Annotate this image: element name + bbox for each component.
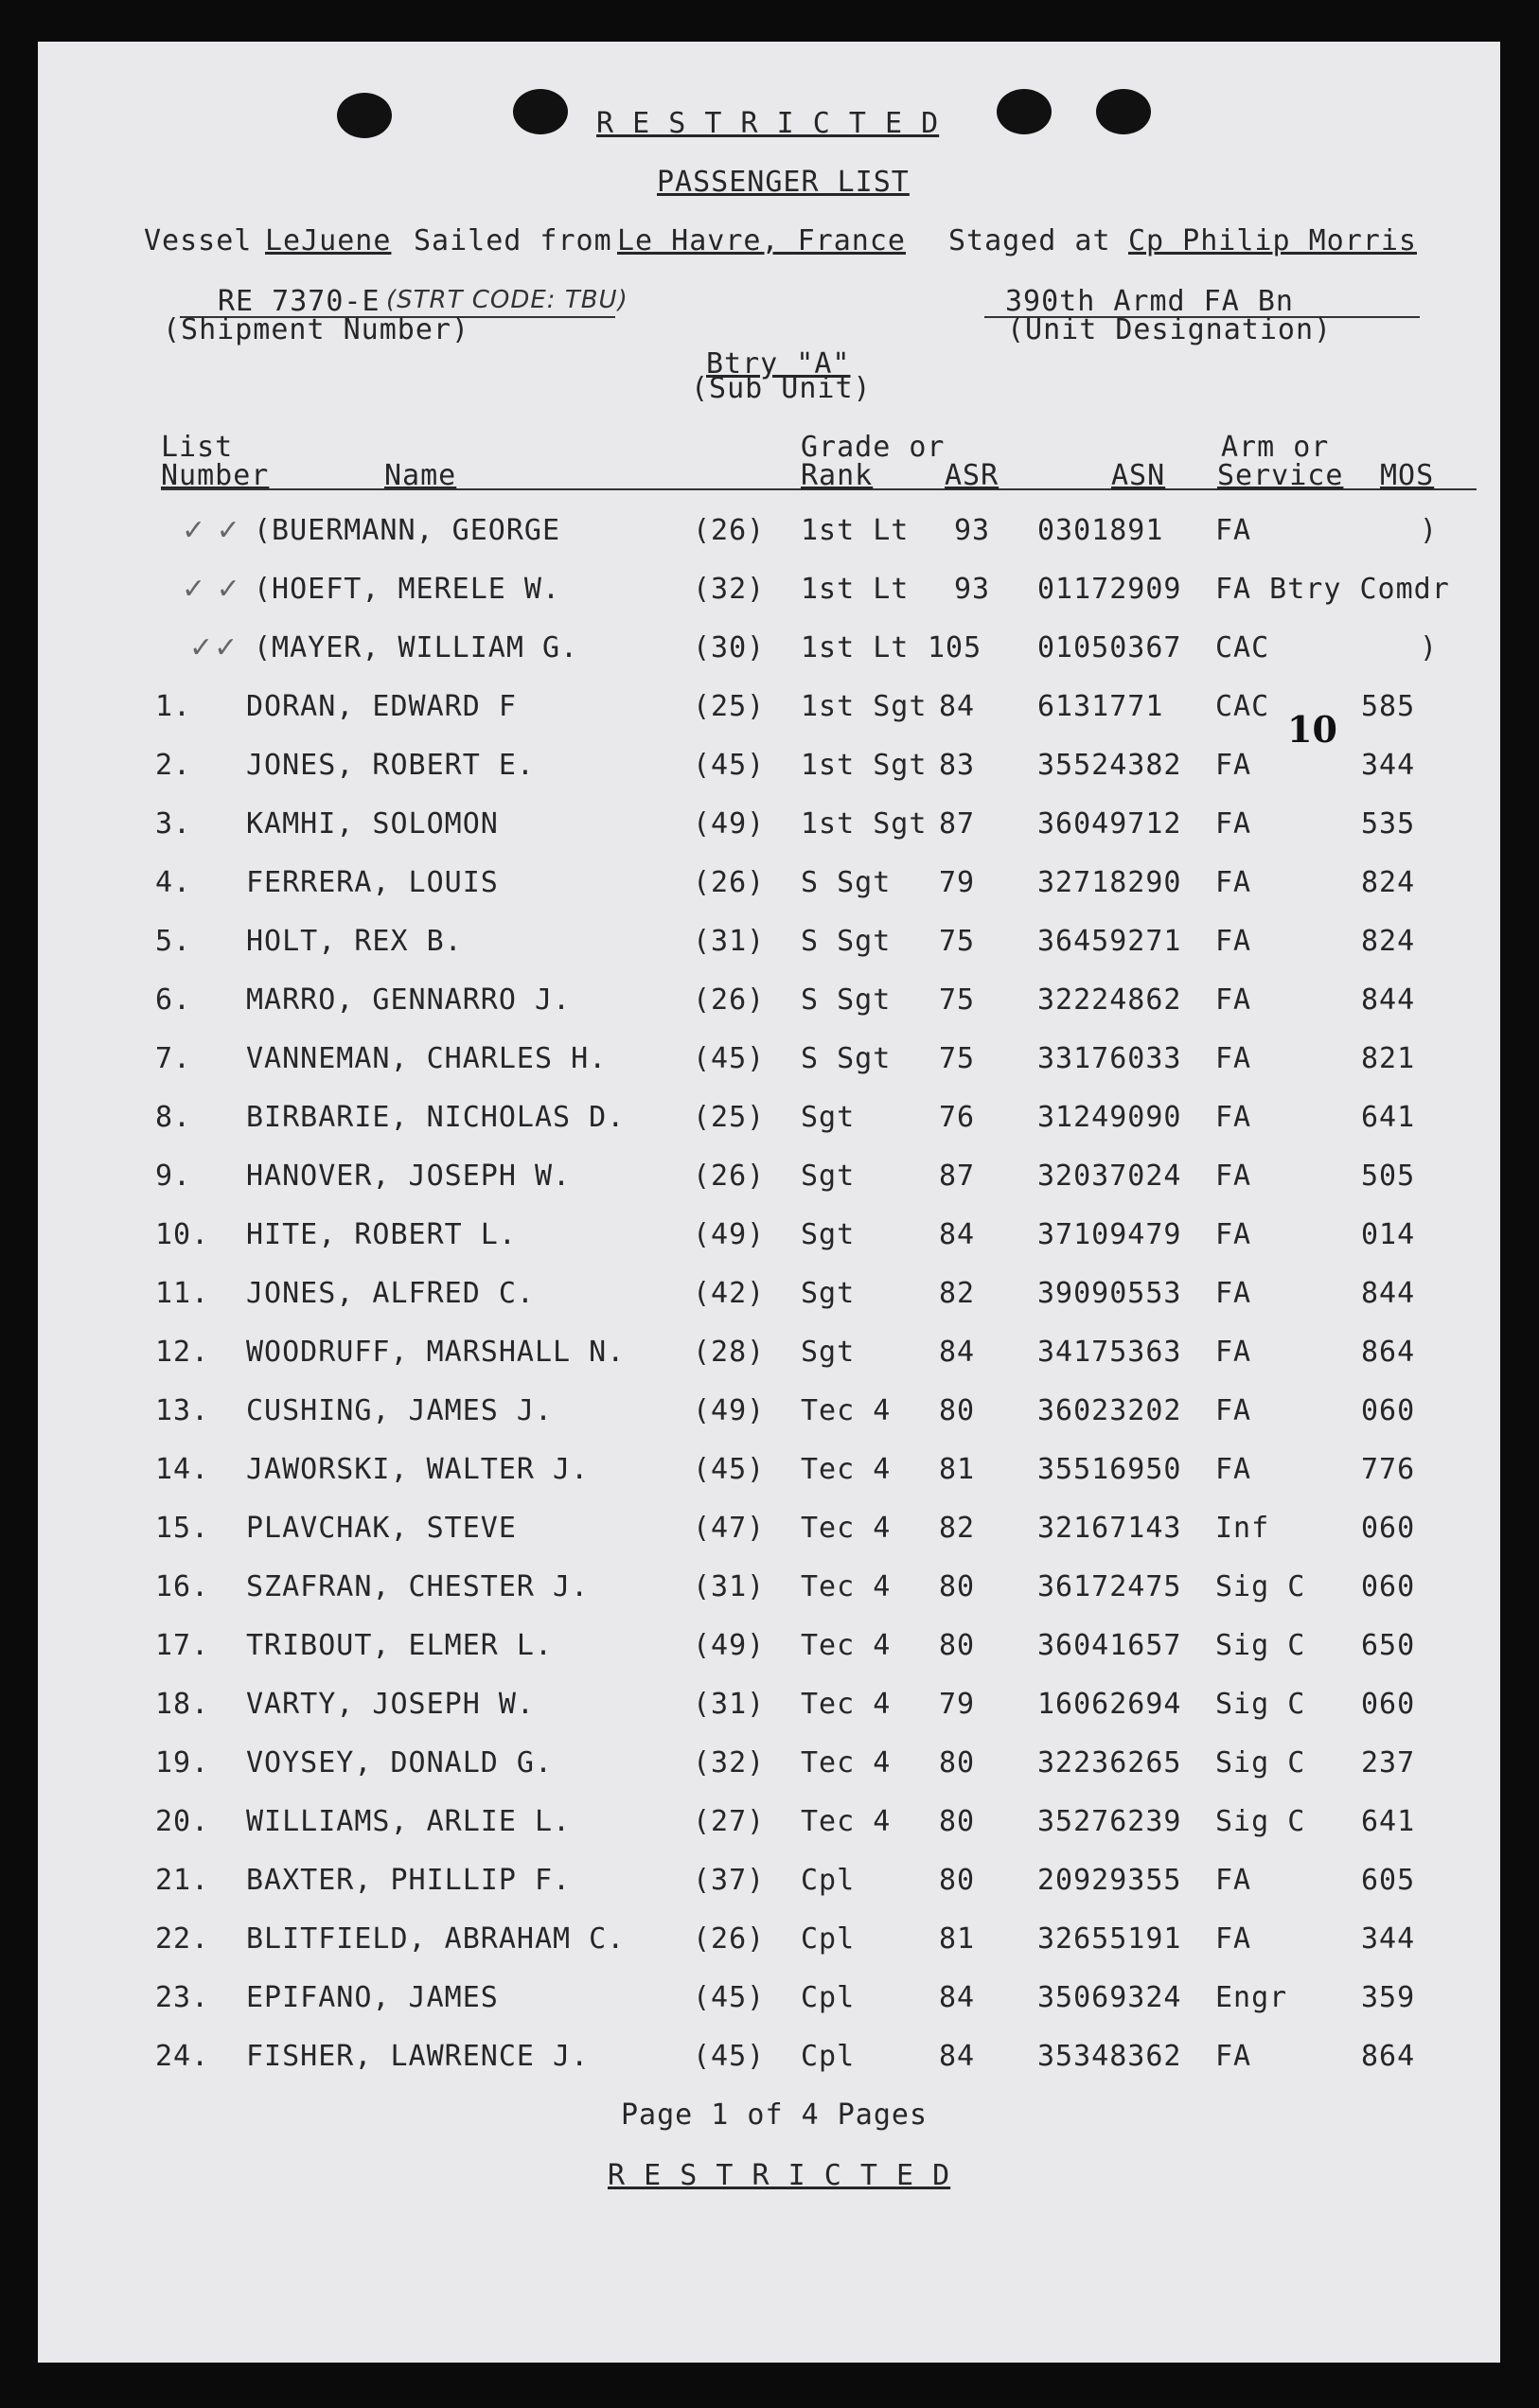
- passenger-asn: 36023202: [1037, 1394, 1182, 1427]
- passenger-rank: Cpl: [801, 1922, 856, 1956]
- passenger-arm: CAC: [1215, 690, 1270, 723]
- passenger-name: JONES, ROBERT E.: [246, 749, 535, 782]
- passenger-mos: 864: [1361, 2040, 1416, 2073]
- passenger-age: (49): [693, 1629, 766, 1662]
- passenger-asr: 82: [939, 1512, 976, 1545]
- passenger-asr: 84: [939, 1981, 976, 2014]
- passenger-age: (49): [693, 1394, 766, 1427]
- passenger-name: DORAN, EDWARD F: [246, 690, 517, 723]
- passenger-rank: S Sgt: [801, 1042, 892, 1075]
- vessel-label: Vessel: [144, 224, 253, 257]
- passenger-asr: 80: [939, 1629, 976, 1662]
- passenger-age: (49): [693, 807, 766, 841]
- passenger-mos: 824: [1361, 866, 1416, 899]
- passenger-arm: FA: [1215, 749, 1252, 782]
- passenger-mos: 344: [1361, 749, 1416, 782]
- passenger-age: (31): [693, 1570, 766, 1603]
- shipment-caption: (Shipment Number): [163, 313, 470, 346]
- passenger-mos: 641: [1361, 1101, 1416, 1134]
- check-mark: ✓ ✓: [182, 514, 241, 547]
- passenger-age: (45): [693, 2040, 766, 2073]
- passenger-arm: FA: [1215, 1336, 1252, 1369]
- officer-name: (MAYER, WILLIAM G.: [254, 631, 579, 664]
- passenger-asr: 80: [939, 1394, 976, 1427]
- list-number: 18.: [155, 1688, 210, 1721]
- passenger-age: (49): [693, 1218, 766, 1251]
- passenger-mos: 585: [1361, 690, 1416, 723]
- passenger-asn: 36172475: [1037, 1570, 1182, 1603]
- passenger-asn: 39090553: [1037, 1277, 1182, 1310]
- col-name: Name: [384, 459, 457, 492]
- vessel-name: LeJuene: [265, 224, 392, 257]
- passenger-name: BIRBARIE, NICHOLAS D.: [246, 1101, 626, 1134]
- passenger-asn: 32037024: [1037, 1160, 1182, 1193]
- list-number: 20.: [155, 1805, 210, 1838]
- passenger-mos: 060: [1361, 1570, 1416, 1603]
- passenger-asr: 87: [939, 807, 976, 841]
- officer-name: (HOEFT, MERELE W.: [254, 573, 561, 606]
- col-mos: MOS: [1380, 459, 1435, 492]
- passenger-asn: 35524382: [1037, 749, 1182, 782]
- passenger-asn: 32224862: [1037, 983, 1182, 1017]
- passenger-arm: Inf: [1215, 1512, 1270, 1545]
- passenger-name: PLAVCHAK, STEVE: [246, 1512, 517, 1545]
- passenger-asr: 84: [939, 1336, 976, 1369]
- passenger-arm: FA: [1215, 1277, 1252, 1310]
- passenger-asn: 31249090: [1037, 1101, 1182, 1134]
- passenger-asn: 32655191: [1037, 1922, 1182, 1956]
- passenger-age: (45): [693, 1453, 766, 1486]
- passenger-age: (31): [693, 1688, 766, 1721]
- passenger-rank: Tec 4: [801, 1746, 892, 1779]
- passenger-asn: 36459271: [1037, 925, 1182, 958]
- passenger-asn: 37109479: [1037, 1218, 1182, 1251]
- unit-designation: 390th Armd FA Bn: [1005, 285, 1294, 318]
- passenger-arm: FA: [1215, 925, 1252, 958]
- passenger-name: HANOVER, JOSEPH W.: [246, 1160, 572, 1193]
- passenger-mos: 014: [1361, 1218, 1416, 1251]
- passenger-asr: 84: [939, 690, 976, 723]
- passenger-rank: Tec 4: [801, 1570, 892, 1603]
- passenger-age: (25): [693, 1101, 766, 1134]
- col-grade-bottom: Rank: [801, 459, 874, 492]
- passenger-rank: Tec 4: [801, 1453, 892, 1486]
- officer-age: (30): [693, 631, 766, 664]
- passenger-age: (45): [693, 1042, 766, 1075]
- passenger-asn: 35348362: [1037, 2040, 1182, 2073]
- passenger-rank: Tec 4: [801, 1688, 892, 1721]
- passenger-rank: Tec 4: [801, 1512, 892, 1545]
- passenger-arm: Sig C: [1215, 1688, 1306, 1721]
- sailed-from-label: Sailed from: [414, 224, 612, 257]
- unit-caption: (Unit Designation): [1007, 313, 1333, 346]
- passenger-name: CUSHING, JAMES J.: [246, 1394, 554, 1427]
- passenger-age: (45): [693, 1981, 766, 2014]
- passenger-name: EPIFANO, JAMES: [246, 1981, 499, 2014]
- list-number: 21.: [155, 1864, 210, 1897]
- list-number: 16.: [155, 1570, 210, 1603]
- passenger-asn: 6131771: [1037, 690, 1164, 723]
- col-arm-bottom: Service: [1217, 459, 1344, 492]
- officer-arm: FA: [1215, 514, 1252, 547]
- passenger-age: (45): [693, 749, 766, 782]
- list-number: 8.: [155, 1101, 192, 1134]
- passenger-name: BLITFIELD, ABRAHAM C.: [246, 1922, 626, 1956]
- list-number: 11.: [155, 1277, 210, 1310]
- passenger-rank: Sgt: [801, 1218, 856, 1251]
- passenger-age: (26): [693, 1922, 766, 1956]
- passenger-name: VARTY, JOSEPH W.: [246, 1688, 535, 1721]
- passenger-age: (42): [693, 1277, 766, 1310]
- passenger-mos: 060: [1361, 1688, 1416, 1721]
- officer-arm: FA Btry Comdr: [1215, 573, 1450, 606]
- passenger-mos: 776: [1361, 1453, 1416, 1486]
- passenger-rank: Tec 4: [801, 1394, 892, 1427]
- passenger-name: KAMHI, SOLOMON: [246, 807, 499, 841]
- passenger-rank: 1st Sgt: [801, 749, 928, 782]
- passenger-name: FERRERA, LOUIS: [246, 866, 499, 899]
- list-number: 9.: [155, 1160, 192, 1193]
- passenger-arm: FA: [1215, 983, 1252, 1017]
- officer-rank: 1st Lt: [801, 631, 910, 664]
- passenger-asn: 16062694: [1037, 1688, 1182, 1721]
- passenger-arm: FA: [1215, 1160, 1252, 1193]
- sub-unit-caption: (Sub Unit): [691, 372, 872, 405]
- punch-hole: [997, 89, 1052, 134]
- passenger-mos: 824: [1361, 925, 1416, 958]
- punch-hole: [513, 89, 568, 134]
- passenger-name: WILLIAMS, ARLIE L.: [246, 1805, 572, 1838]
- check-mark: ✓ ✓: [182, 573, 241, 606]
- list-number: 14.: [155, 1453, 210, 1486]
- passenger-arm: FA: [1215, 1218, 1252, 1251]
- passenger-name: HOLT, REX B.: [246, 925, 463, 958]
- col-grade-top: Grade or: [801, 431, 946, 464]
- passenger-arm: FA: [1215, 1042, 1252, 1075]
- passenger-age: (32): [693, 1746, 766, 1779]
- list-number: 6.: [155, 983, 192, 1017]
- list-number: 23.: [155, 1981, 210, 2014]
- passenger-name: VANNEMAN, CHARLES H.: [246, 1042, 608, 1075]
- list-number: 12.: [155, 1336, 210, 1369]
- passenger-rank: Sgt: [801, 1277, 856, 1310]
- officer-asr: 93: [954, 573, 991, 606]
- passenger-name: VOYSEY, DONALD G.: [246, 1746, 554, 1779]
- passenger-age: (37): [693, 1864, 766, 1897]
- passenger-rank: 1st Sgt: [801, 690, 928, 723]
- passenger-name: JONES, ALFRED C.: [246, 1277, 535, 1310]
- passenger-asn: 33176033: [1037, 1042, 1182, 1075]
- list-number: 22.: [155, 1922, 210, 1956]
- passenger-age: (47): [693, 1512, 766, 1545]
- stamp-number: 10: [1287, 708, 1337, 751]
- passenger-asn: 36049712: [1037, 807, 1182, 841]
- passenger-asr: 87: [939, 1160, 976, 1193]
- punch-hole: [1096, 89, 1151, 134]
- officer-asn: 01050367: [1037, 631, 1182, 664]
- passenger-name: SZAFRAN, CHESTER J.: [246, 1570, 590, 1603]
- passenger-asr: 75: [939, 983, 976, 1017]
- document-title: PASSENGER LIST: [657, 166, 910, 199]
- officer-mos: ): [1420, 514, 1439, 547]
- passenger-mos: 650: [1361, 1629, 1416, 1662]
- passenger-mos: 359: [1361, 1981, 1416, 2014]
- passenger-age: (26): [693, 1160, 766, 1193]
- shipment-handwritten-note: (STRT CODE: TBU): [386, 286, 628, 314]
- officer-rank: 1st Lt: [801, 573, 910, 606]
- passenger-asn: 35069324: [1037, 1981, 1182, 2014]
- col-list-top: List: [161, 431, 234, 464]
- officer-name: (BUERMANN, GEORGE: [254, 514, 561, 547]
- passenger-name: BAXTER, PHILLIP F.: [246, 1864, 572, 1897]
- passenger-mos: 237: [1361, 1746, 1416, 1779]
- passenger-mos: 344: [1361, 1922, 1416, 1956]
- sub-unit: Btry "A": [706, 347, 851, 381]
- page-number: Page 1 of 4 Pages: [621, 2098, 929, 2132]
- passenger-age: (26): [693, 866, 766, 899]
- passenger-arm: FA: [1215, 1101, 1252, 1134]
- passenger-rank: Cpl: [801, 2040, 856, 2073]
- passenger-asr: 75: [939, 1042, 976, 1075]
- list-number: 4.: [155, 866, 192, 899]
- passenger-arm: FA: [1215, 2040, 1252, 2073]
- passenger-asn: 32167143: [1037, 1512, 1182, 1545]
- passenger-asr: 80: [939, 1864, 976, 1897]
- passenger-asn: 32236265: [1037, 1746, 1182, 1779]
- passenger-mos: 060: [1361, 1512, 1416, 1545]
- passenger-name: FISHER, LAWRENCE J.: [246, 2040, 590, 2073]
- passenger-asr: 80: [939, 1746, 976, 1779]
- list-number: 13.: [155, 1394, 210, 1427]
- passenger-asr: 79: [939, 866, 976, 899]
- restricted-marking-bottom: R E S T R I C T E D: [608, 2159, 951, 2192]
- list-number: 19.: [155, 1746, 210, 1779]
- list-number: 15.: [155, 1512, 210, 1545]
- passenger-age: (31): [693, 925, 766, 958]
- officer-arm: CAC: [1215, 631, 1270, 664]
- passenger-arm: FA: [1215, 1864, 1252, 1897]
- passenger-rank: Tec 4: [801, 1805, 892, 1838]
- passenger-asn: 36041657: [1037, 1629, 1182, 1662]
- officer-asn: 0301891: [1037, 514, 1164, 547]
- passenger-asr: 79: [939, 1688, 976, 1721]
- officer-age: (32): [693, 573, 766, 606]
- passenger-rank: S Sgt: [801, 866, 892, 899]
- passenger-asr: 75: [939, 925, 976, 958]
- passenger-arm: FA: [1215, 1394, 1252, 1427]
- list-number: 1.: [155, 690, 192, 723]
- passenger-asr: 84: [939, 2040, 976, 2073]
- staged-at-label: Staged at: [948, 224, 1111, 257]
- passenger-mos: 535: [1361, 807, 1416, 841]
- officer-asn: 01172909: [1037, 573, 1182, 606]
- passenger-mos: 844: [1361, 1277, 1416, 1310]
- passenger-rank: Tec 4: [801, 1629, 892, 1662]
- passenger-mos: 605: [1361, 1864, 1416, 1897]
- document-page: [38, 42, 1500, 2363]
- col-asn: ASN: [1111, 459, 1166, 492]
- passenger-arm: FA: [1215, 866, 1252, 899]
- passenger-age: (28): [693, 1336, 766, 1369]
- passenger-rank: 1st Sgt: [801, 807, 928, 841]
- list-number: 2.: [155, 749, 192, 782]
- shipment-number: RE 7370-E: [218, 285, 380, 318]
- passenger-age: (25): [693, 690, 766, 723]
- passenger-arm: FA: [1215, 807, 1252, 841]
- staged-at-value: Cp Philip Morris: [1128, 224, 1417, 257]
- passenger-mos: 641: [1361, 1805, 1416, 1838]
- passenger-mos: 060: [1361, 1394, 1416, 1427]
- list-number: 24.: [155, 2040, 210, 2073]
- col-list-bottom: Number: [161, 459, 270, 492]
- list-number: 7.: [155, 1042, 192, 1075]
- passenger-name: JAWORSKI, WALTER J.: [246, 1453, 590, 1486]
- officer-asr: 93: [954, 514, 991, 547]
- passenger-asr: 81: [939, 1453, 976, 1486]
- passenger-name: MARRO, GENNARRO J.: [246, 983, 572, 1017]
- passenger-rank: Sgt: [801, 1336, 856, 1369]
- passenger-arm: Engr: [1215, 1981, 1288, 2014]
- passenger-rank: Cpl: [801, 1981, 856, 2014]
- col-arm-top: Arm or: [1221, 431, 1330, 464]
- officer-age: (26): [693, 514, 766, 547]
- passenger-mos: 844: [1361, 983, 1416, 1017]
- passenger-mos: 505: [1361, 1160, 1416, 1193]
- passenger-asr: 80: [939, 1805, 976, 1838]
- passenger-asr: 81: [939, 1922, 976, 1956]
- passenger-rank: S Sgt: [801, 925, 892, 958]
- punch-hole: [337, 93, 392, 138]
- passenger-asn: 20929355: [1037, 1864, 1182, 1897]
- passenger-arm: Sig C: [1215, 1570, 1306, 1603]
- list-number: 10.: [155, 1218, 210, 1251]
- passenger-age: (26): [693, 983, 766, 1017]
- restricted-marking-top: R E S T R I C T E D: [596, 107, 940, 140]
- officer-rank: 1st Lt: [801, 514, 910, 547]
- passenger-arm: Sig C: [1215, 1805, 1306, 1838]
- passenger-rank: Sgt: [801, 1160, 856, 1193]
- passenger-rank: S Sgt: [801, 983, 892, 1017]
- passenger-asr: 83: [939, 749, 976, 782]
- sailed-from-value: Le Havre, France: [617, 224, 906, 257]
- passenger-arm: Sig C: [1215, 1746, 1306, 1779]
- list-number: 17.: [155, 1629, 210, 1662]
- passenger-name: HITE, ROBERT L.: [246, 1218, 517, 1251]
- passenger-asr: 84: [939, 1218, 976, 1251]
- passenger-arm: Sig C: [1215, 1629, 1306, 1662]
- passenger-asr: 82: [939, 1277, 976, 1310]
- passenger-mos: 821: [1361, 1042, 1416, 1075]
- passenger-rank: Cpl: [801, 1864, 856, 1897]
- passenger-arm: FA: [1215, 1922, 1252, 1956]
- passenger-asn: 35276239: [1037, 1805, 1182, 1838]
- col-asr: ASR: [945, 459, 999, 492]
- passenger-arm: FA: [1215, 1453, 1252, 1486]
- passenger-name: TRIBOUT, ELMER L.: [246, 1629, 554, 1662]
- check-mark: ✓✓: [189, 631, 239, 664]
- list-number: 5.: [155, 925, 192, 958]
- passenger-asr: 76: [939, 1101, 976, 1134]
- officer-mos: ): [1420, 631, 1439, 664]
- list-number: 3.: [155, 807, 192, 841]
- passenger-asn: 32718290: [1037, 866, 1182, 899]
- passenger-asn: 35516950: [1037, 1453, 1182, 1486]
- passenger-asn: 34175363: [1037, 1336, 1182, 1369]
- passenger-age: (27): [693, 1805, 766, 1838]
- passenger-mos: 864: [1361, 1336, 1416, 1369]
- passenger-asr: 80: [939, 1570, 976, 1603]
- passenger-name: WOODRUFF, MARSHALL N.: [246, 1336, 626, 1369]
- officer-asr: 105: [928, 631, 982, 664]
- passenger-rank: Sgt: [801, 1101, 856, 1134]
